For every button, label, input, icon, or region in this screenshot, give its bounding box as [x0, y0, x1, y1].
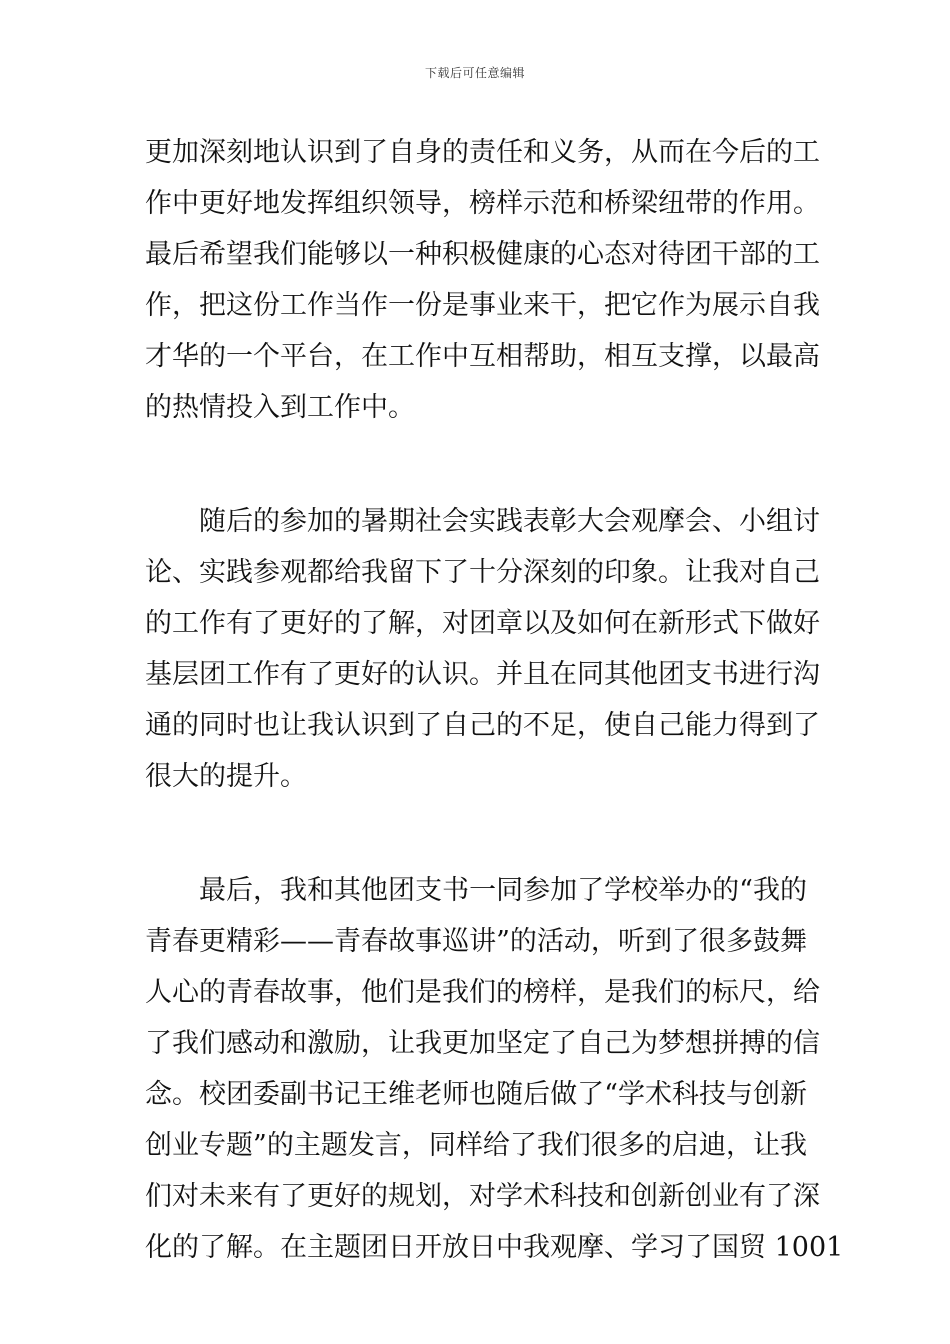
- text-line: 作中更好地发挥组织领导，榜样示范和桥梁纽带的作用。: [145, 188, 820, 219]
- text-line: 化的了解。在主题团日开放日中我观摩、学习了国贸 1001: [145, 1232, 844, 1263]
- text-line: 人心的青春故事，他们是我们的榜样，是我们的标尺，给: [145, 977, 820, 1008]
- text-line: 基层团工作有了更好的认识。并且在同其他团支书进行沟: [145, 659, 820, 690]
- text-line: 论、实践参观都给我留下了十分深刻的印象。让我对自己: [145, 557, 820, 588]
- text-line: 很大的提升。: [145, 761, 307, 792]
- text-line: 通的同时也让我认识到了自己的不足，使自己能力得到了: [145, 710, 820, 741]
- paragraph-3: [145, 865, 844, 1273]
- text-line: 了我们感动和激励，让我更加坚定了自己为梦想拼搏的信: [145, 1028, 820, 1059]
- text-line: 才华的一个平台，在工作中互相帮助，相互支撑，以最高: [145, 341, 820, 372]
- page-header: 下载后可任意编辑: [424, 66, 525, 80]
- text-line: 最后希望我们能够以一种积极健康的心态对待团干部的工: [145, 239, 820, 270]
- text-line: 最后，我和其他团支书一同参加了学校举办的“我的: [199, 875, 807, 906]
- text-line: 青春更精彩——青春故事巡讲”的活动，听到了很多鼓舞: [145, 926, 807, 957]
- document-body: [145, 127, 844, 1273]
- paragraph-2: [145, 496, 820, 802]
- text-line: 随后的参加的暑期社会实践表彰大会观摩会、小组讨: [199, 506, 820, 537]
- text-line: 们对未来有了更好的规划，对学术科技和创新创业有了深: [145, 1181, 820, 1212]
- text-line: 创业专题”的主题发言，同样给了我们很多的启迪，让我: [145, 1130, 807, 1161]
- text-line: 的热情投入到工作中。: [145, 392, 415, 423]
- paragraph-1: [145, 127, 820, 433]
- text-line: 作，把这份工作当作一份是事业来干，把它作为展示自我: [145, 290, 820, 321]
- text-line: 的工作有了更好的了解，对团章以及如何在新形式下做好: [145, 608, 820, 639]
- text-line: 念。校团委副书记王维老师也随后做了“学术科技与创新: [145, 1079, 807, 1110]
- paragraph-gap: [145, 433, 807, 496]
- text-line: 更加深刻地认识到了自身的责任和义务，从而在今后的工: [145, 137, 820, 168]
- paragraph-gap: [145, 802, 807, 865]
